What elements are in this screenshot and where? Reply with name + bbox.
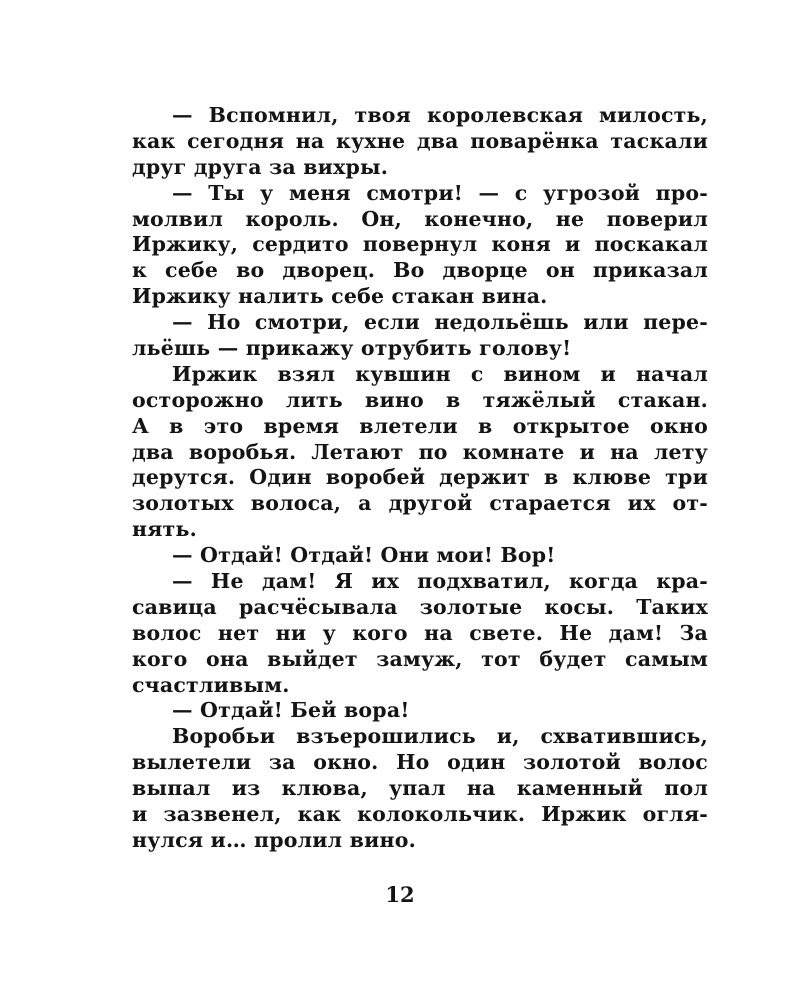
text-line: А в это время влетели в открытое окно — [132, 413, 708, 438]
text-line: осторожно лить вино в тяжёлый стакан. — [132, 387, 708, 412]
text-line: друг друга за вихры. — [132, 154, 389, 179]
text-line: Иржику, сердито повернул коня и поскакал — [132, 232, 708, 257]
text-line: золотых волоса, а другой старается их от- — [132, 491, 708, 516]
text-line: кого она выйдет замуж, тот будет самым — [132, 646, 708, 671]
text-line: льёшь — прикажу отрубить голову! — [132, 336, 572, 361]
text-line: как сегодня на кухне два поварёнка таскали — [132, 128, 708, 153]
text-line: дерутся. Один воробей держит в клюве три — [132, 465, 708, 490]
text-line: и зазвенел, как колокольчик. Иржик огля- — [132, 802, 708, 827]
text-line: счастливым. — [132, 672, 290, 697]
text-line: к себе во дворец. Во дворце он приказал — [132, 258, 708, 283]
text-line: вылетели за окно. Но один золотой волос — [132, 750, 708, 775]
text-line: молвил король. Он, конечно, не поверил — [132, 206, 708, 231]
text-line: нулся и… пролил вино. — [132, 827, 416, 852]
text-line: — Но смотри, если недольёшь или пере- — [172, 310, 708, 335]
text-line: Иржику налить себе стакан вина. — [132, 284, 548, 309]
text-line: Иржик взял кувшин с вином и начал — [172, 361, 708, 386]
text-line: нять. — [132, 517, 197, 542]
text-line: выпал из клюва, упал на каменный пол — [132, 776, 708, 801]
text-line: савица расчёсывала золотые косы. Таких — [132, 594, 708, 619]
text-line: — Вспомнил, твоя королевская милость, — [172, 103, 708, 127]
text-line: — Отдай! Отдай! Они мои! Вор! — [172, 543, 556, 568]
text-line: волос нет ни у кого на свете. Не дам! За — [132, 620, 708, 645]
text-line: — Ты у меня смотри! — с угрозой про- — [172, 180, 708, 205]
text-line: — Отдай! Бей вора! — [172, 698, 410, 723]
text-line: — Не дам! Я их подхватил, когда кра- — [172, 569, 708, 594]
text-line: два воробья. Летают по комнате и на лету — [132, 439, 708, 464]
page-number: 12 — [385, 882, 415, 907]
page-text — [132, 103, 708, 854]
text-line: Воробьи взъерошились и, схватившись, — [172, 724, 708, 749]
